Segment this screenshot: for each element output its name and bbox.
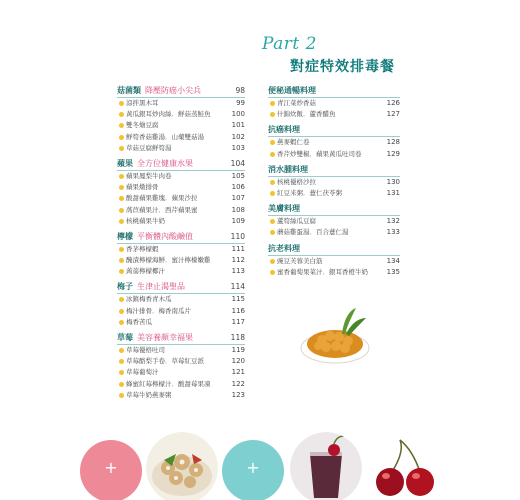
bullet-icon <box>270 219 275 224</box>
toc-section <box>117 230 245 278</box>
bullet-icon <box>119 320 124 325</box>
section-page-number: 98 <box>235 86 245 95</box>
toc-section <box>268 123 400 159</box>
toc-entry[interactable] <box>117 216 245 227</box>
entry-page-number: 127 <box>386 110 400 119</box>
dish-photo <box>298 306 372 366</box>
entry-title: 鮮筍香菇雞湯．山藥雙菇湯 <box>126 132 204 141</box>
entry-title: 蜂蜜紅莓檸檬汁．酸甜莓果凍 <box>126 379 211 388</box>
toc-section <box>268 84 400 120</box>
toc-entry[interactable] <box>117 98 245 109</box>
entry-page-number: 115 <box>231 295 245 304</box>
toc-entry[interactable] <box>117 356 245 367</box>
entry-page-number: 111 <box>231 244 245 253</box>
bullet-icon <box>270 140 275 145</box>
toc-entry[interactable] <box>268 98 400 109</box>
section-subtitle: 降壓防癌小尖兵 <box>145 86 201 95</box>
entry-title: 酸甜蘋果雞塊．蘋果沙拉 <box>126 194 198 203</box>
toc-entry[interactable] <box>117 294 245 305</box>
entry-page-number: 119 <box>231 346 245 354</box>
toc-entry[interactable] <box>117 255 245 266</box>
toc-section <box>117 280 245 328</box>
entry-title: 梅汁排骨．梅香南瓜片 <box>126 306 191 315</box>
toc-entry[interactable] <box>268 256 400 267</box>
entry-title: 紅豆米粥．薏仁茯苓粥 <box>277 188 342 197</box>
toc-section <box>268 242 400 278</box>
toc-section <box>117 157 245 227</box>
bullet-icon <box>119 101 124 106</box>
bullet-icon <box>119 258 124 263</box>
entry-page-number: 113 <box>231 267 245 276</box>
entry-title: 蒟蒻檸檬椰汁 <box>126 267 165 276</box>
toc-entry[interactable] <box>117 345 245 356</box>
bullet-icon <box>119 135 124 140</box>
entry-page-number: 126 <box>386 99 400 107</box>
entry-page-number: 103 <box>231 143 245 152</box>
entry-title: 蘑菇雞蛋湯．百合薏仁湯 <box>277 228 349 237</box>
entry-title: 草莓酪梨手卷．草莓紅豆派 <box>126 357 204 366</box>
section-name: 菇菌類 <box>117 86 141 95</box>
section-name: 便秘通暢料理 <box>268 86 316 95</box>
lotus-root-photo <box>146 432 218 500</box>
entry-page-number: 101 <box>231 121 245 130</box>
entry-title: 青江菜炒香菇 <box>277 99 316 107</box>
bullet-icon <box>270 180 275 185</box>
section-name: 草莓 <box>117 333 133 342</box>
toc-entry[interactable] <box>117 109 245 120</box>
entry-page-number: 107 <box>231 194 245 203</box>
entry-page-number: 128 <box>386 138 400 147</box>
section-heading[interactable] <box>268 163 400 177</box>
entry-title: 香芹炒雙椒．蘋果黃瓜吐司卷 <box>277 149 362 158</box>
section-page-number: 110 <box>230 231 245 241</box>
plus-icon: + <box>104 458 118 477</box>
toc-entry[interactable] <box>117 266 245 277</box>
bullet-icon <box>119 393 124 398</box>
bullet-icon <box>119 297 124 302</box>
entry-page-number: 131 <box>386 188 400 197</box>
toc-section <box>268 202 400 238</box>
section-heading[interactable] <box>117 331 245 345</box>
section-name: 梅子 <box>117 282 133 292</box>
entry-page-number: 100 <box>231 110 245 119</box>
bullet-icon <box>119 382 124 387</box>
bullet-icon <box>119 219 124 224</box>
bullet-icon <box>119 359 124 364</box>
toc-entry[interactable] <box>117 120 245 131</box>
entry-page-number: 121 <box>231 368 245 377</box>
bullet-icon <box>270 230 275 235</box>
section-subtitle: 美容養顏幸福果 <box>137 333 193 342</box>
entry-page-number: 132 <box>386 217 400 226</box>
bullet-icon <box>270 259 275 264</box>
toc-entry[interactable] <box>117 143 245 154</box>
entry-title: 蘋果鳳梨牛肉卷 <box>126 171 172 180</box>
section-page-number: 118 <box>230 333 245 342</box>
part-label: Part 2 <box>262 34 317 54</box>
juice-photo <box>290 432 362 500</box>
entry-page-number: 102 <box>231 132 245 141</box>
pink-circle <box>80 440 142 500</box>
bullet-icon <box>119 348 124 353</box>
entry-page-number: 123 <box>231 390 245 399</box>
entry-title: 萵苣蘋果汁．西芹蘋果蜜 <box>126 205 198 214</box>
entry-title: 蘋果燉排骨 <box>126 183 159 192</box>
toc-entry[interactable] <box>117 182 245 193</box>
section-heading[interactable] <box>268 202 400 216</box>
bullet-icon <box>119 247 124 252</box>
entry-page-number: 130 <box>386 177 400 186</box>
toc-left-column <box>117 84 245 404</box>
bullet-icon <box>270 270 275 275</box>
section-heading[interactable] <box>268 242 400 256</box>
toc-entry[interactable] <box>117 306 245 317</box>
section-heading[interactable] <box>268 84 400 98</box>
bullet-icon <box>119 269 124 274</box>
entry-page-number: 108 <box>231 205 245 214</box>
entry-page-number: 135 <box>386 267 400 276</box>
page-header <box>262 34 502 76</box>
bullet-icon <box>270 101 275 106</box>
toc-entry[interactable] <box>268 109 400 120</box>
toc-section <box>268 163 400 199</box>
toc-entry[interactable] <box>117 205 245 216</box>
bullet-icon <box>119 208 124 213</box>
bullet-icon <box>119 123 124 128</box>
entry-page-number: 105 <box>231 171 245 180</box>
entry-page-number: 134 <box>386 256 400 265</box>
entry-page-number: 129 <box>386 149 400 158</box>
entry-page-number: 133 <box>386 228 400 237</box>
bullet-icon <box>270 112 275 117</box>
bullet-icon <box>119 370 124 375</box>
bullet-icon <box>270 152 275 157</box>
entry-title: 核桃優格沙拉 <box>277 177 316 186</box>
section-heading[interactable] <box>117 230 245 244</box>
entry-title: 蘆筍絲瓜豆腐 <box>277 217 316 226</box>
section-name: 檸檬 <box>117 231 133 241</box>
toc-entry[interactable] <box>268 216 400 227</box>
section-heading[interactable] <box>117 157 245 171</box>
entry-title: 冰鎮梅香青木瓜 <box>126 295 172 304</box>
section-subtitle: 全方位健康水果 <box>137 158 193 168</box>
section-page-number: 114 <box>230 282 245 292</box>
entry-title: 梅香苦瓜 <box>126 317 152 326</box>
toc-entry[interactable] <box>117 379 245 390</box>
toc-entry[interactable] <box>117 390 245 401</box>
entry-title: 燕麥蝦仁卷 <box>277 138 310 147</box>
entry-title: 豌豆芙蓉美白筋 <box>277 256 323 265</box>
entry-page-number: 122 <box>231 379 245 388</box>
section-name: 美膚料理 <box>268 204 300 214</box>
section-subtitle: 平衡體內酸鹼值 <box>137 231 193 241</box>
section-heading[interactable] <box>117 280 245 294</box>
cherry-photo <box>370 430 440 500</box>
entry-title: 蜜香葡萄果菜汁．銀耳香橙牛奶 <box>277 267 368 276</box>
toc-section <box>117 84 245 154</box>
entry-title: 雙冬燴豆腐 <box>126 121 159 130</box>
bullet-icon <box>119 196 124 201</box>
toc-section <box>117 331 245 401</box>
entry-page-number: 116 <box>231 306 245 315</box>
entry-page-number: 120 <box>231 357 245 366</box>
toc-entry[interactable] <box>268 227 400 238</box>
entry-page-number: 109 <box>231 216 245 225</box>
bullet-icon <box>119 146 124 151</box>
page-title: 對症特效排毒餐 <box>290 59 395 75</box>
toc-entry[interactable] <box>117 317 245 328</box>
toc-entry[interactable] <box>268 267 400 278</box>
section-heading[interactable] <box>268 123 400 137</box>
entry-title: 草莓牛奶燕麥粥 <box>126 390 172 399</box>
entry-page-number: 112 <box>231 256 245 265</box>
toc-entry[interactable] <box>268 188 400 199</box>
bullet-icon <box>119 185 124 190</box>
entry-page-number: 106 <box>231 183 245 192</box>
bullet-icon <box>119 309 124 314</box>
entry-title: 香茅檸檬蝦 <box>126 244 159 253</box>
section-name: 抗老料理 <box>268 243 300 253</box>
teal-circle <box>222 440 284 500</box>
toc-entry[interactable] <box>117 193 245 204</box>
section-heading[interactable] <box>117 84 245 98</box>
toc-entry[interactable] <box>117 132 245 143</box>
bullet-icon <box>119 174 124 179</box>
toc-right-column <box>268 84 400 281</box>
toc-entry[interactable] <box>117 171 245 182</box>
toc-entry[interactable] <box>117 244 245 255</box>
section-name: 蘋果 <box>117 158 133 168</box>
entry-page-number: 117 <box>231 317 245 326</box>
section-name: 抗癌料理 <box>268 125 300 135</box>
section-name: 消水腫料理 <box>268 164 308 174</box>
entry-title: 核桃蘋果牛奶 <box>126 216 165 225</box>
entry-title: 草莓優格吐司 <box>126 346 165 354</box>
section-page-number: 104 <box>230 158 245 168</box>
entry-title: 涼拌黑木耳 <box>126 99 159 107</box>
bullet-icon <box>119 112 124 117</box>
entry-title: 醃漬檸檬海鮮．蜜汁檸檬嫩雞 <box>126 256 211 265</box>
entry-title: 草菇豆腐鮮筍湯 <box>126 143 172 152</box>
entry-title: 草莓葡萄汁 <box>126 368 159 377</box>
section-subtitle: 生津止渴聖品 <box>137 282 185 292</box>
toc-entry[interactable] <box>268 149 400 160</box>
toc-entry[interactable] <box>268 177 400 188</box>
toc-entry[interactable] <box>117 367 245 378</box>
bullet-icon <box>270 191 275 196</box>
plus-icon: + <box>246 458 260 477</box>
entry-title: 黃瓜銀耳炒肉絲．鮮菇蒸鮭魚 <box>126 110 211 119</box>
toc-entry[interactable] <box>268 137 400 148</box>
entry-title: 什錦炊飯．蘆香醋魚 <box>277 110 336 119</box>
entry-page-number: 99 <box>236 99 245 107</box>
